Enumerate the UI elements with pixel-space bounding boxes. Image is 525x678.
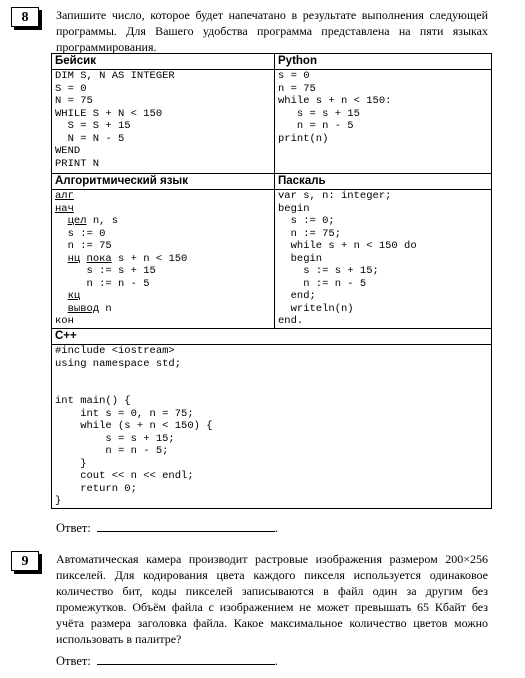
question-9-text: Автоматическая камера производит растровые изображения размером 200×256 пикселей. Для кодирования цвета каждого пикселя используется одинаковое количество бит, коды пикселей записываются в файл один за другим без промежутков. Объём файла с изображением не может превышать 65 Кбайт без учёта размера заголовка файла. Какое максимальное количество цветов можно использовать в палитре? bbox=[56, 552, 488, 646]
pascal-header: Паскаль bbox=[275, 174, 492, 190]
answer-9: Ответ: . bbox=[56, 654, 278, 668]
cpp-header: C++ bbox=[52, 329, 492, 345]
answer-8-field[interactable] bbox=[97, 519, 275, 532]
program-table bbox=[51, 53, 492, 509]
alg-header: Алгоритмический язык bbox=[52, 174, 275, 190]
answer-9-field[interactable] bbox=[97, 652, 275, 665]
basic-header: Бейсик bbox=[52, 54, 275, 70]
question-number-9: 9 bbox=[11, 551, 39, 571]
question-number-8: 8 bbox=[11, 7, 39, 27]
pascal-code: var s, n: integer; begin s := 0; n := 75; while s + n < 150 do begin s := s + 15; n := n - 5 end; writeln(n) end. bbox=[278, 190, 417, 327]
python-code: s = 0 n = 75 while s + n < 150: s = s + 15 n = n - 5 print(n) bbox=[278, 70, 392, 145]
alg-code: алг нач цел n, s s := 0 n := 75 нц пока s + n < 150 s := s + 15 n := n - 5 кц вывод n кон bbox=[55, 190, 188, 327]
python-header: Python bbox=[275, 54, 492, 70]
question-8-text: Запишите число, которое будет напечатано в результате выполнения следующей программы. Для Вашего удобства программа представлена на пяти языках программирования. bbox=[56, 8, 488, 54]
basic-code: DIM S, N AS INTEGER S = 0 N = 75 WHILE S + N < 150 S = S + 15 N = N - 5 WEND PRINT N bbox=[55, 70, 175, 170]
cpp-code: #include <iostream> using namespace std; int main() { int s = 0, n = 75; while (s + n < 150) { s = s + 15; n = n - 5; } cout << n << endl; return 0; } bbox=[55, 345, 213, 507]
answer-label: Ответ: bbox=[56, 521, 91, 535]
answer-label: Ответ: bbox=[56, 654, 91, 668]
answer-8: Ответ: . bbox=[56, 521, 278, 535]
